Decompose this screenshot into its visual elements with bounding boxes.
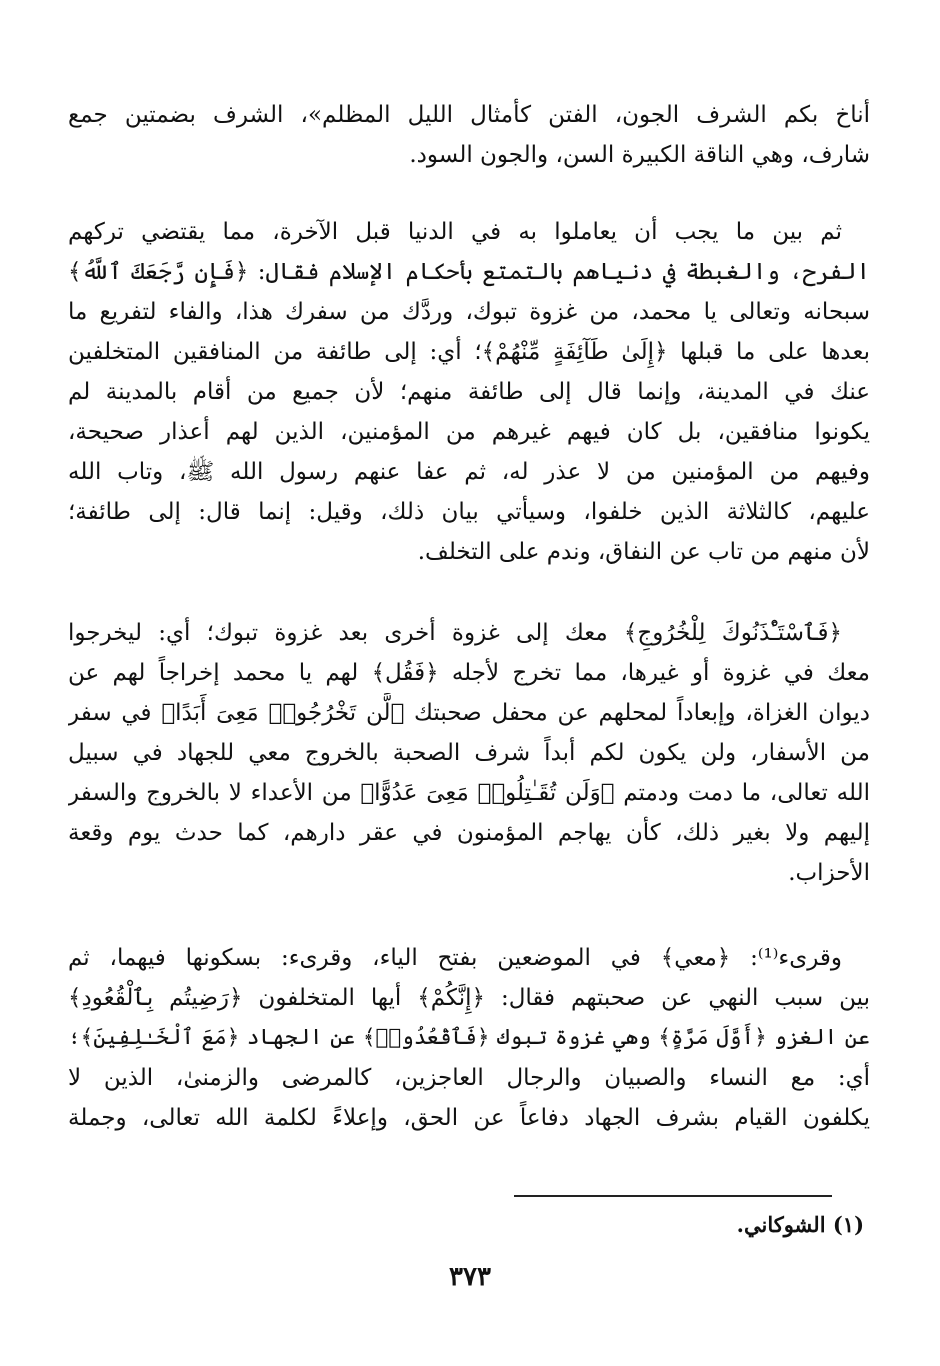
text-line: من الأسفار، ولن يكون لكم أبداً شرف الصحبة بالخروج معي للجهاد في سبيل [68, 740, 870, 766]
text-line: شارف، وهي الناقة الكبيرة السن، والجون السود. [409, 142, 870, 168]
paragraph-2 [68, 212, 870, 572]
text-line: الأحزاب. [788, 860, 870, 886]
text-line: الله تعالى، ما دمت ودمتم ﴿وَلَن تُقَـٰتِلُوا۟ مَعِىَ عَدُوًّا﴾ من الأعداء لا بالخروج والسفر [68, 780, 870, 806]
text-line: بين سبب النهي عن صحبتهم فقال: ﴿إِنَّكُمْ﴾ أيها المتخلفون ﴿رَضِيتُم بِٱلْقُعُودِ﴾ [68, 985, 870, 1011]
text-line: أناخ بكم الشرف الجون، الفتن كأمثال الليل المظلم»، الشرف بضمتين جمع [68, 102, 870, 128]
text-line: معك في غزوة أو غيرها، مما تخرج لأجله ﴿فَقُل﴾ لهم يا محمد إخراجاً لهم عن [68, 660, 870, 686]
text-line: يكونوا منافقين، بل كان فيهم غيرهم من المؤمنين، الذين لهم أعذار صحيحة، [68, 419, 870, 445]
text-line: ثم بين ما يجب أن يعاملوا به في الدنيا قبل الآخرة، مما يقتضي تركهم [68, 219, 842, 245]
text-line: يكلفون القيام بشرف الجهاد دفاعاً عن الحق، وإعلاءً لكلمة الله تعالى، وجملة [68, 1105, 870, 1131]
text-line: ﴿فَٱسْتَـْٔذَنُوكَ لِلْخُرُوجِ﴾ معك إلى غزوة أخرى بعد غزوة تبوك؛ أي: ليخرجوا [68, 620, 842, 646]
footnote-separator [514, 1195, 832, 1197]
text-line: عنك في المدينة، وإنما قال إلى طائفة منهم؛ لأن جميع من أقام بالمدينة لم [68, 379, 870, 405]
text-line: الفرح، والغبطة في دنياهم بالتمتع بأحكام الإسلام فقال: ﴿فَإِن رَّجَعَكَ ٱللَّهُ﴾ [68, 259, 870, 285]
text-line: وقرىء⁽¹⁾: ﴿معي﴾ في الموضعين بفتح الياء، وقرىء: بسكونها فيهما، ثم [68, 945, 842, 971]
paragraph-3 [68, 613, 870, 893]
text-line: ديوان الغزاة، وإبعاداً لمحلهم عن محفل صحبتك ﴿لَّن تَخْرُجُوا۟ مَعِىَ أَبَدًا﴾ في سفر [68, 700, 870, 726]
paragraph-1 [68, 95, 870, 175]
text-line: سبحانه وتعالى يا محمد، من غزوة تبوك، وردَّك من سفرك هذا، والفاء لتفريع ما [68, 299, 870, 325]
text-line: لأن منهم من تاب عن النفاق، وندم على التخلف. [417, 539, 870, 565]
text-line: أي: مع النساء والصبيان والرجال العاجزين، كالمرضى والزمنىٰ، الذين لا [68, 1065, 870, 1091]
text-line: بعدها على ما قبلها ﴿إِلَىٰ طَآئِفَةٍ مِّنْهُمْ﴾؛ أي: إلى طائفة من المنافقين المتخلفين [68, 339, 870, 365]
page-number: ٣٧٣ [449, 1262, 491, 1292]
text-line: إليهم ولا بغير ذلك، كأن يهاجم المؤمنون في عقر دارهم، كما حدث يوم وقعة [68, 820, 870, 846]
text-line: عليهم، كالثلاثة الذين خلفوا، وسيأتي بيان ذلك، وقيل: إنما قال: إلى طائفة؛ [68, 499, 870, 525]
footnote: (١) الشوكاني. [736, 1212, 864, 1237]
paragraph-4 [68, 938, 870, 1138]
text-line: عن الغزو ﴿أَوَّلَ مَرَّةٍ﴾ وهي غزوة تبوك ﴿فَٱقْعُدُوا۟﴾ عن الجهاد ﴿مَعَ ٱلْخَـٰلِفِينَ﴾؛ [68, 1025, 870, 1050]
text-line: وفيهم من المؤمنين من لا عذر له، ثم عفا عنهم رسول الله ﷺ، وتاب الله [68, 459, 870, 485]
